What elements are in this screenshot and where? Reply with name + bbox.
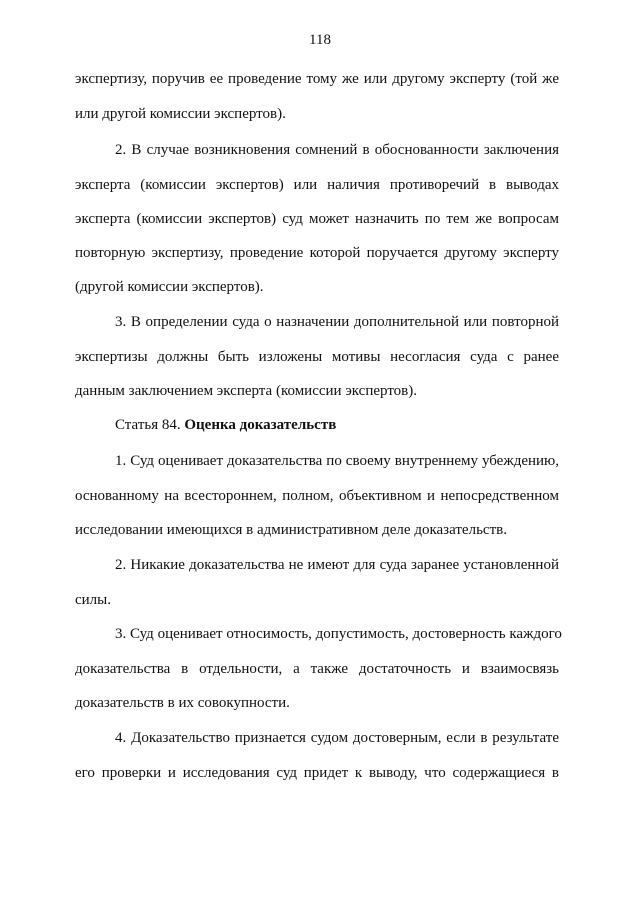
text-line: эксперта (комиссии экспертов) или наличия противоречий в выводах bbox=[75, 177, 559, 193]
text-line: исследовании имеющихся в административном деле доказательств. bbox=[75, 522, 507, 538]
paragraph-first-line: 2. В случае возникновения сомнений в обоснованности заключения bbox=[115, 142, 559, 158]
text-line: эксперта (комиссии экспертов) суд может назначить по тем же вопросам bbox=[75, 211, 559, 227]
text-line: или другой комиссии экспертов). bbox=[75, 106, 286, 122]
text-line: (другой комиссии экспертов). bbox=[75, 279, 264, 295]
article-heading bbox=[115, 415, 559, 435]
text-line: повторную экспертизу, проведение которой поручается другому эксперту bbox=[75, 245, 559, 261]
text-line: основанному на всестороннем, полном, объективном и непосредственном bbox=[75, 488, 559, 504]
article-title: Оценка доказательств bbox=[184, 417, 337, 433]
text-line: данным заключением эксперта (комиссии экспертов). bbox=[75, 383, 418, 399]
text-line: его проверки и исследования суд придет к выводу, что содержащиеся в bbox=[75, 765, 559, 781]
paragraph-first-line: 2. Никакие доказательства не имеют для суда заранее установленной bbox=[115, 557, 559, 573]
text-line: силы. bbox=[75, 592, 111, 608]
text-line: экспертизу, поручив ее проведение тому же или другому эксперту (той же bbox=[75, 71, 559, 87]
paragraph-first-line: 3. В определении суда о назначении дополнительной или повторной bbox=[115, 314, 559, 330]
text-line: доказательств в их совокупности. bbox=[75, 695, 290, 711]
text-line: экспертизы должны быть изложены мотивы несогласия суда с ранее bbox=[75, 349, 559, 365]
paragraph-first-line: 4. Доказательство признается судом достоверным, если в результате bbox=[115, 730, 559, 746]
text-line: доказательства в отдельности, а также достаточность и взаимосвязь bbox=[75, 661, 559, 677]
page-number: 118 bbox=[309, 32, 331, 48]
article-number: Статья 84. bbox=[115, 417, 181, 433]
paragraph-first-line: 1. Суд оценивает доказательства по своему внутреннему убеждению, bbox=[115, 453, 559, 469]
paragraph-first-line: 3. Суд оценивает относимость, допустимость, достоверность каждого bbox=[115, 626, 562, 642]
